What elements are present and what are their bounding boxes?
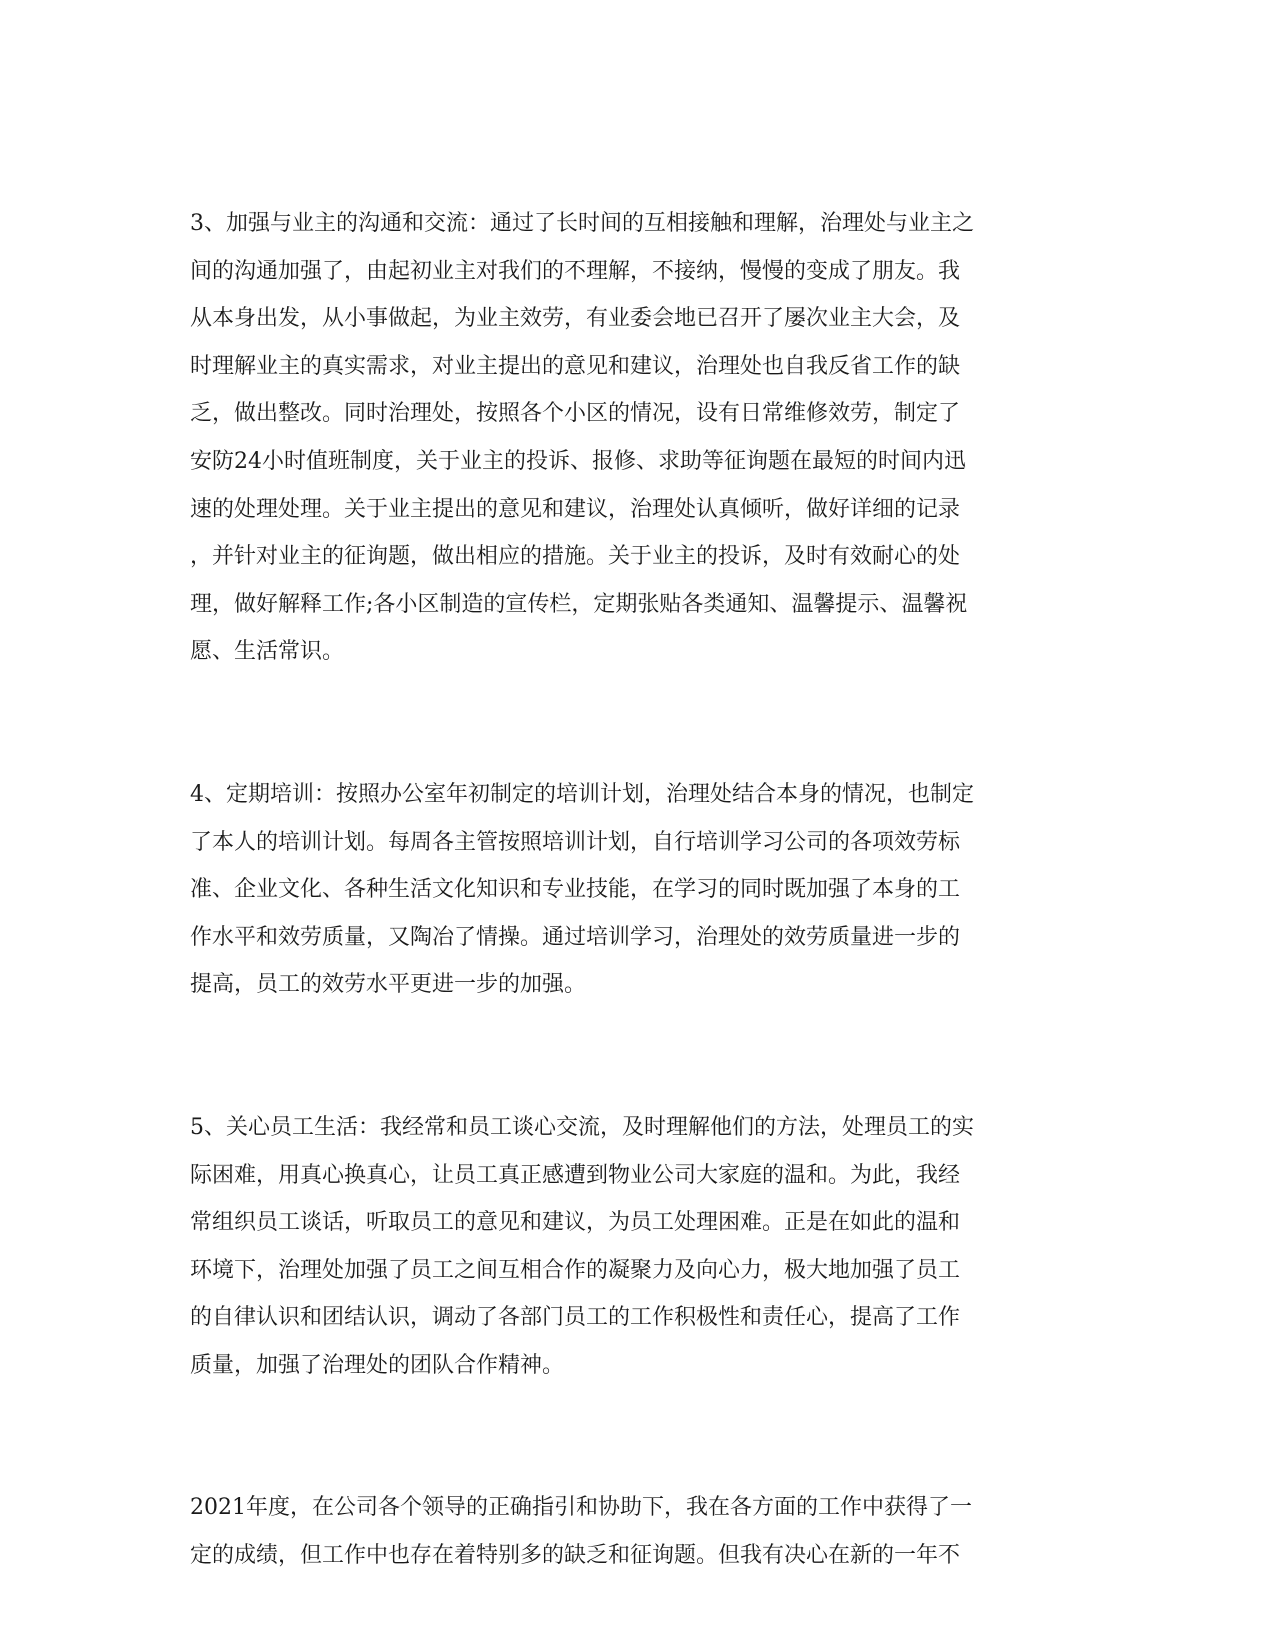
text-line: 的自律认识和团结认识，调动了各部门员工的工作积极性和责任心，提高了工作 bbox=[190, 1305, 961, 1331]
text-line: 际困难，用真心换真心，让员工真正感遭到物业公司大家庭的温和。为此，我经 bbox=[190, 1162, 961, 1188]
paragraph-employee-care bbox=[190, 1104, 1090, 1390]
text-line: 准、企业文化、各种生活文化知识和专业技能，在学习的同时既加强了本身的工 bbox=[190, 877, 961, 903]
text-line: 作水平和效劳质量，又陶冶了情操。通过培训学习，治理处的效劳质量进一步的 bbox=[190, 924, 961, 950]
text-line: 间的沟通加强了，由起初业主对我们的不理解，不接纳，慢慢的变成了朋友。我 bbox=[190, 258, 961, 284]
text-line: 提高，员工的效劳水平更进一步的加强。 bbox=[190, 972, 587, 998]
text-line: 理，做好解释工作;各小区制造的宣传栏，定期张贴各类通知、温馨提示、温馨祝 bbox=[190, 591, 968, 617]
text-line: 3、加强与业主的沟通和交流：通过了长时间的互相接触和理解，治理处与业主之 bbox=[190, 211, 974, 236]
text-line: 安防24小时值班制度，关于业主的投诉、报修、求助等征询题在最短的时间内迅 bbox=[190, 448, 966, 474]
text-line: 质量，加强了治理处的团队合作精神。 bbox=[190, 1352, 565, 1378]
paragraph-spacer bbox=[190, 676, 1090, 771]
text-line: 时理解业主的真实需求，对业主提出的意见和建议，治理处也自我反省工作的缺 bbox=[190, 353, 961, 379]
paragraph-spacer bbox=[190, 1009, 1090, 1104]
text-line: 乏，做出整改。同时治理处，按照各个小区的情况，设有日常维修效劳，制定了 bbox=[190, 401, 961, 427]
text-line: 愿、生活常识。 bbox=[190, 639, 345, 665]
text-line: 环境下，治理处加强了员工之间互相合作的凝聚力及向心力，极大地加强了员工 bbox=[190, 1257, 961, 1283]
paragraph-spacer bbox=[190, 1389, 1090, 1484]
text-line: 速的处理处理。关于业主提出的意见和建议，治理处认真倾听，做好详细的记录 bbox=[190, 496, 961, 522]
paragraph-annual-summary bbox=[190, 1484, 1090, 1579]
text-line: 4、定期培训：按照办公室年初制定的培训计划，治理处结合本身的情况，也制定 bbox=[190, 781, 974, 807]
text-line: 定的成绩，但工作中也存在着特别多的缺乏和征询题。但我有决心在新的一年不 bbox=[190, 1543, 961, 1569]
text-line: 常组织员工谈话，听取员工的意见和建议，为员工处理困难。正是在如此的温和 bbox=[190, 1210, 961, 1236]
text-line: 了本人的培训计划。每周各主管按照培训计划，自行培训学习公司的各项效劳标 bbox=[190, 829, 961, 855]
text-line: 2021年度，在公司各个领导的正确指引和协助下，我在各方面的工作中获得了一 bbox=[190, 1495, 972, 1521]
document-body bbox=[190, 200, 1090, 1580]
text-line: 5、关心员工生活：我经常和员工谈心交流，及时理解他们的方法，处理员工的实 bbox=[190, 1114, 974, 1140]
paragraph-owner-communication bbox=[190, 200, 1090, 676]
text-line: 从本身出发，从小事做起，为业主效劳，有业委会地已召开了屡次业主大会，及 bbox=[190, 306, 961, 332]
paragraph-regular-training bbox=[190, 771, 1090, 1009]
text-line: ，并针对业主的征询题，做出相应的措施。关于业主的投诉，及时有效耐心的处 bbox=[190, 544, 961, 570]
